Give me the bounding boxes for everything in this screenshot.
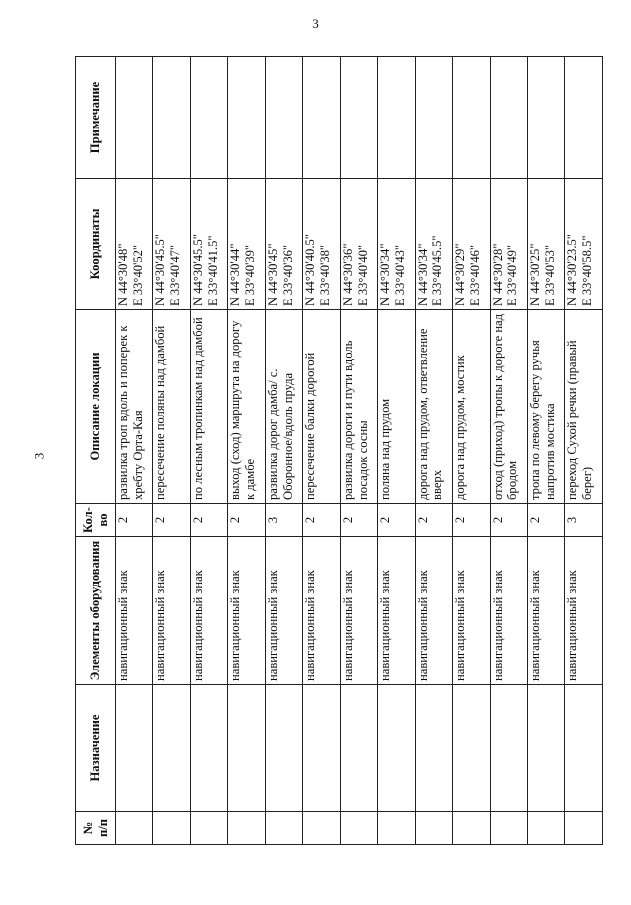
cell-note xyxy=(378,57,415,179)
coord-latitude: N 44°30'25" xyxy=(527,243,542,306)
cell-description: дорога над прудом, ответвление вверх xyxy=(415,310,452,504)
cell-num xyxy=(340,812,377,845)
cell-coords xyxy=(415,179,452,310)
cell-note xyxy=(565,57,603,179)
cell-description: выход (сход) маршрута на дорогу к дамбе xyxy=(228,310,265,504)
table-row xyxy=(153,57,190,845)
cell-description: по лесным тропинкам над дамбой xyxy=(190,310,227,504)
rotated-table-container xyxy=(75,57,603,845)
coord-latitude: N 44°30'29" xyxy=(453,243,468,306)
coord-latitude: N 44°30'45.5" xyxy=(190,234,205,306)
header-coords: Координаты xyxy=(76,179,116,310)
cell-description: развилка дороги и пути вдоль посадок сосны xyxy=(340,310,377,504)
cell-purpose xyxy=(527,685,564,812)
coord-latitude: N 44°30'23.5" xyxy=(565,234,580,306)
cell-coords xyxy=(265,179,302,310)
cell-purpose xyxy=(378,685,415,812)
coord-latitude: N 44°30'36" xyxy=(340,243,355,306)
coord-longitude: E 33°40'38" xyxy=(318,244,333,306)
cell-description: поляна над прудом xyxy=(378,310,415,504)
table-row xyxy=(228,57,265,845)
table-row xyxy=(190,57,227,845)
cell-coords xyxy=(190,179,227,310)
cell-description: отход (приход) тропы к дороге над бродом xyxy=(490,310,527,504)
coord-longitude: E 33°40'39" xyxy=(243,244,258,306)
cell-coords xyxy=(378,179,415,310)
cell-qty: 2 xyxy=(340,504,377,537)
table-row xyxy=(265,57,302,845)
coord-longitude: E 33°40'36" xyxy=(280,244,295,306)
cell-num xyxy=(228,812,265,845)
cell-qty: 2 xyxy=(453,504,490,537)
cell-note xyxy=(153,57,190,179)
coord-longitude: E 33°40'40" xyxy=(355,244,370,306)
table-row xyxy=(565,57,603,845)
cell-elements: навигационный знак xyxy=(190,537,227,685)
cell-coords xyxy=(453,179,490,310)
header-description: Описание локации xyxy=(76,310,116,504)
cell-qty: 2 xyxy=(153,504,190,537)
cell-qty: 2 xyxy=(303,504,340,537)
cell-qty: 2 xyxy=(378,504,415,537)
coord-latitude: N 44°30'48" xyxy=(116,243,130,306)
cell-qty: 3 xyxy=(565,504,603,537)
cell-note xyxy=(527,57,564,179)
cell-purpose xyxy=(116,685,153,812)
cell-elements: навигационный знак xyxy=(340,537,377,685)
cell-note xyxy=(340,57,377,179)
cell-num xyxy=(565,812,603,845)
cell-elements: навигационный знак xyxy=(265,537,302,685)
cell-note xyxy=(415,57,452,179)
cell-purpose xyxy=(153,685,190,812)
cell-elements: навигационный знак xyxy=(228,537,265,685)
coord-latitude: N 44°30'45.5" xyxy=(153,234,168,306)
coord-latitude: N 44°30'28" xyxy=(490,243,505,306)
cell-qty: 2 xyxy=(116,504,153,537)
cell-description: дорога над прудом, мостик xyxy=(453,310,490,504)
cell-num xyxy=(453,812,490,845)
header-num: № п/п xyxy=(76,812,116,845)
table-row xyxy=(415,57,452,845)
cell-elements: навигационный знак xyxy=(527,537,564,685)
coord-longitude: E 33°40'46" xyxy=(467,244,482,306)
cell-description: переход Сухой речки (правый берег) xyxy=(565,310,603,504)
cell-purpose xyxy=(190,685,227,812)
cell-coords xyxy=(490,179,527,310)
coord-longitude: E 33°40'47" xyxy=(168,244,183,306)
cell-coords xyxy=(565,179,603,310)
cell-purpose xyxy=(303,685,340,812)
table-row xyxy=(527,57,564,845)
cell-coords xyxy=(228,179,265,310)
coord-longitude: E 33°40'45.5" xyxy=(430,235,445,306)
cell-num xyxy=(378,812,415,845)
cell-qty: 2 xyxy=(228,504,265,537)
table-row xyxy=(490,57,527,845)
cell-note xyxy=(303,57,340,179)
cell-note xyxy=(228,57,265,179)
cell-description: развилка троп вдоль и поперек к хребту Орта-Кая xyxy=(116,310,153,504)
coord-latitude: N 44°30'45" xyxy=(265,243,280,306)
table-row xyxy=(378,57,415,845)
cell-qty: 3 xyxy=(265,504,302,537)
table-row xyxy=(340,57,377,845)
cell-elements: навигационный знак xyxy=(453,537,490,685)
cell-elements: навигационный знак xyxy=(153,537,190,685)
cell-elements: навигационный знак xyxy=(565,537,603,685)
cell-qty: 2 xyxy=(490,504,527,537)
coord-latitude: N 44°30'40.5" xyxy=(303,234,318,306)
cell-num xyxy=(265,812,302,845)
cell-note xyxy=(453,57,490,179)
cell-purpose xyxy=(228,685,265,812)
header-elements: Элементы оборудования xyxy=(76,537,116,685)
cell-note xyxy=(490,57,527,179)
table-header-row xyxy=(76,57,116,845)
coord-latitude: N 44°30'34" xyxy=(415,243,430,306)
coord-longitude: E 33°40'58.5" xyxy=(580,235,595,306)
cell-num xyxy=(490,812,527,845)
page-number-top: 3 xyxy=(312,16,319,31)
coord-longitude: E 33°40'41.5" xyxy=(205,235,220,306)
coord-longitude: E 33°40'49" xyxy=(505,244,520,306)
header-qty: Кол-во xyxy=(76,504,116,537)
cell-purpose xyxy=(415,685,452,812)
table-body xyxy=(116,57,603,845)
cell-description: развилка дорог дамба/ с. Оборонное/вдоль пруда xyxy=(265,310,302,504)
cell-purpose xyxy=(490,685,527,812)
page-number-side: 3 xyxy=(31,452,47,460)
header-purpose: Назначение xyxy=(76,685,116,812)
cell-qty: 2 xyxy=(190,504,227,537)
cell-elements: навигационный знак xyxy=(116,537,153,685)
cell-num xyxy=(116,812,153,845)
cell-purpose xyxy=(340,685,377,812)
cell-coords xyxy=(303,179,340,310)
cell-note xyxy=(265,57,302,179)
cell-num xyxy=(190,812,227,845)
cell-elements: навигационный знак xyxy=(490,537,527,685)
cell-elements: навигационный знак xyxy=(303,537,340,685)
coord-latitude: N 44°30'44" xyxy=(228,243,243,306)
cell-qty: 2 xyxy=(415,504,452,537)
coord-longitude: E 33°40'52" xyxy=(130,244,145,306)
equipment-table xyxy=(75,56,603,845)
cell-coords xyxy=(527,179,564,310)
cell-coords xyxy=(116,179,153,310)
cell-description: тропа по левому берегу ручья напротив мостика xyxy=(527,310,564,504)
cell-num xyxy=(153,812,190,845)
cell-note xyxy=(190,57,227,179)
table-row xyxy=(116,57,153,845)
cell-purpose xyxy=(265,685,302,812)
coord-latitude: N 44°30'34" xyxy=(378,243,393,306)
table-row xyxy=(303,57,340,845)
cell-description: пересечение балки дорогой xyxy=(303,310,340,504)
cell-coords xyxy=(340,179,377,310)
header-note: Примечание xyxy=(76,57,116,179)
cell-qty: 2 xyxy=(527,504,564,537)
table-row xyxy=(453,57,490,845)
cell-description: пересечение поляны над дамбой xyxy=(153,310,190,504)
coord-longitude: E 33°40'53" xyxy=(542,244,557,306)
cell-note xyxy=(116,57,153,179)
cell-coords xyxy=(153,179,190,310)
cell-elements: навигационный знак xyxy=(378,537,415,685)
cell-elements: навигационный знак xyxy=(415,537,452,685)
cell-purpose xyxy=(453,685,490,812)
cell-num xyxy=(415,812,452,845)
cell-purpose xyxy=(565,685,603,812)
cell-num xyxy=(303,812,340,845)
cell-num xyxy=(527,812,564,845)
coord-longitude: E 33°40'43" xyxy=(393,244,408,306)
